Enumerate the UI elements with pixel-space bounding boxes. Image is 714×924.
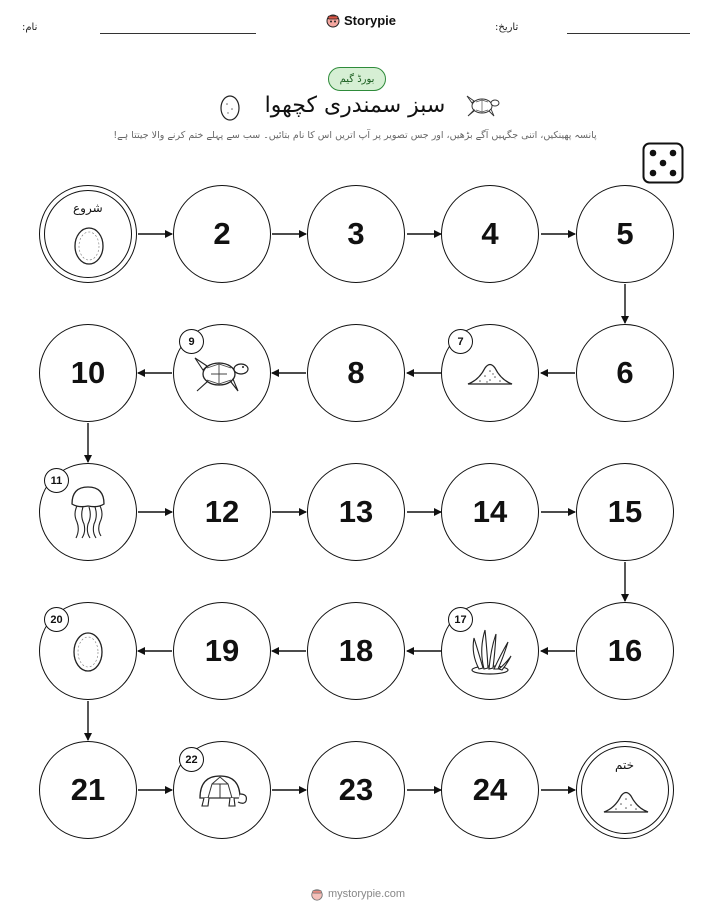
space-8[interactable]: 8: [307, 324, 405, 422]
space-9-badge: 9: [179, 329, 204, 354]
board-game-tag: بورڈ گیم: [328, 67, 386, 91]
space-6[interactable]: 6: [576, 324, 674, 422]
space-20-badge: 20: [44, 607, 69, 632]
date-label: تاریخ:: [495, 22, 519, 33]
space-10[interactable]: 10: [39, 324, 137, 422]
space-12[interactable]: 12: [173, 463, 271, 561]
sea-turtle-icon: [191, 352, 253, 394]
space-1-start[interactable]: [39, 185, 137, 283]
turtle-shell-icon: [194, 768, 250, 812]
space-14[interactable]: 14: [441, 463, 539, 561]
space-7-badge: 7: [448, 329, 473, 354]
space-4[interactable]: 4: [441, 185, 539, 283]
space-22-badge: 22: [179, 747, 204, 772]
end-label: ختم: [615, 758, 635, 772]
jellyfish-icon: [68, 484, 108, 540]
footer-site[interactable]: mystorypie.com: [328, 888, 406, 900]
space-16[interactable]: 16: [576, 602, 674, 700]
space-13[interactable]: 13: [307, 463, 405, 561]
space-15[interactable]: 15: [576, 463, 674, 561]
space-17-badge: 17: [448, 607, 473, 632]
space-24[interactable]: 24: [441, 741, 539, 839]
storypie-mascot-icon: [310, 887, 324, 901]
sand-pile-icon: [601, 786, 651, 816]
space-3[interactable]: 3: [307, 185, 405, 283]
space-25-finish[interactable]: [576, 741, 674, 839]
footer: [310, 887, 405, 901]
seagrass-icon: [465, 626, 515, 676]
instructions: پانسہ پھینکیں، اتنی جگہیں آگے بڑھیں، اور جس تصویر پر آپ اتریں اس کا نام بتائیں۔ سب سے پہلے ختم کرنے والا جیتتا ہے!: [113, 130, 597, 141]
space-18[interactable]: 18: [307, 602, 405, 700]
egg-icon: [71, 629, 105, 673]
space-2[interactable]: 2: [173, 185, 271, 283]
space-5[interactable]: 5: [576, 185, 674, 283]
sand-pile-icon: [465, 358, 515, 388]
start-label: شروع: [73, 201, 103, 215]
space-23[interactable]: 23: [307, 741, 405, 839]
name-label: نام:: [22, 22, 38, 33]
space-19[interactable]: 19: [173, 602, 271, 700]
space-11-badge: 11: [44, 468, 69, 493]
egg-icon: [72, 224, 106, 266]
brand-name: Storypie: [344, 12, 397, 28]
space-21[interactable]: 21: [39, 741, 137, 839]
page-title: سبز سمندری کچھوا: [264, 93, 446, 118]
